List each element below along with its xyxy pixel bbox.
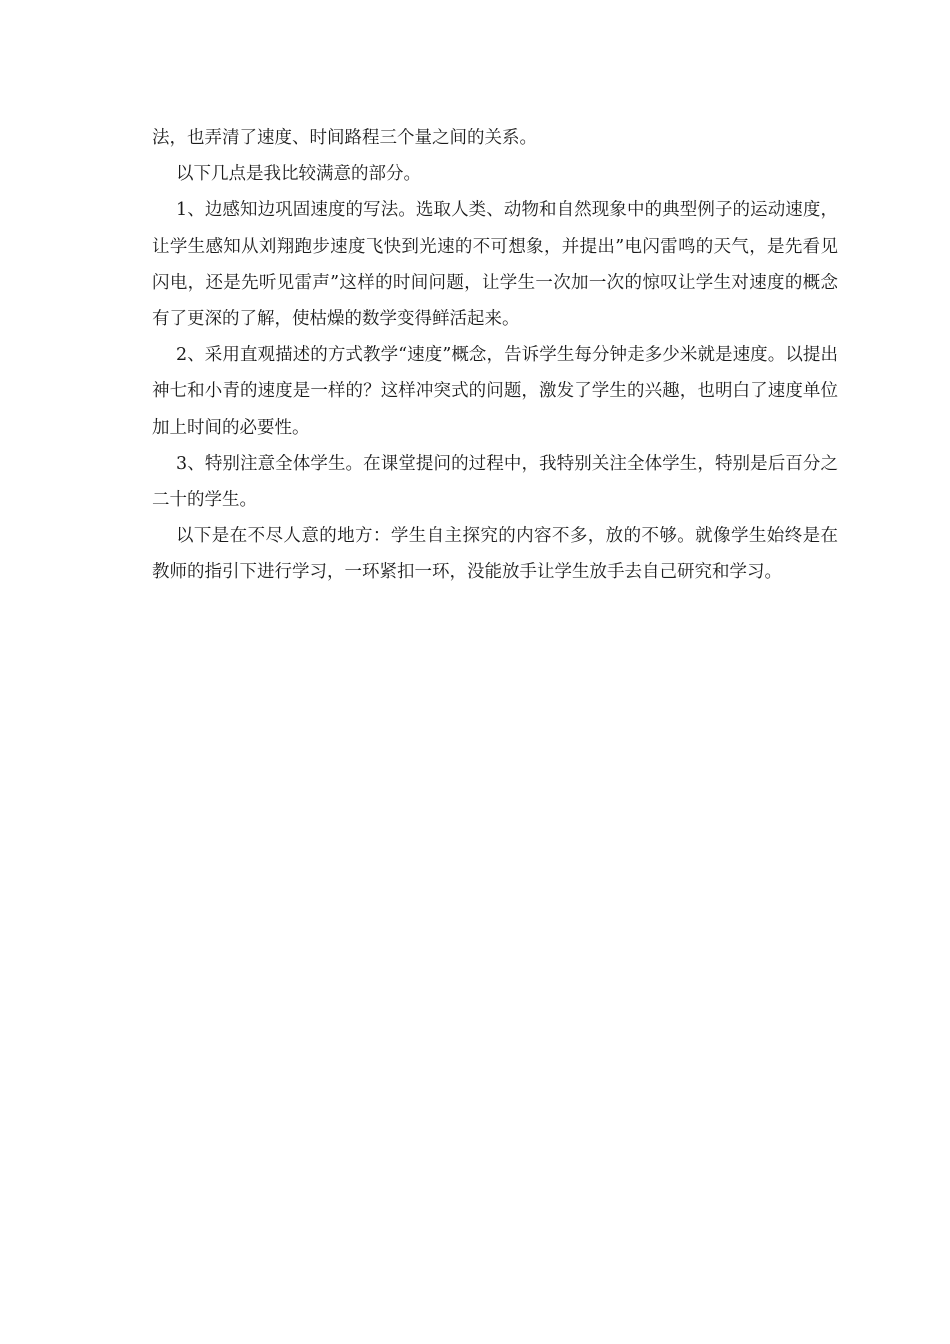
paragraph-point-2: 2、采用直观描述的方式教学“速度”概念，告诉学生每分钟走多少米就是速度。以提出神七和小青的速度是一样的？这样冲突式的问题，激发了学生的兴趣，也明白了速度单位加上时间的必要性。 bbox=[152, 345, 838, 438]
paragraph-shortcomings: 以下是在不尽人意的地方：学生自主探究的内容不多，放的不够。就像学生始终是在教师的指引下进行学习，一环紧扣一环，没能放手让学生放手去自己研究和学习。 bbox=[152, 526, 838, 583]
document-body bbox=[152, 120, 838, 591]
paragraph-point-3: 3、特别注意全体学生。在课堂提问的过程中，我特别关注全体学生，特别是后百分之二十的学生。 bbox=[152, 453, 838, 511]
paragraph-continuation: 法，也弄清了速度、时间路程三个量之间的关系。 bbox=[152, 128, 537, 148]
paragraph-point-1: 1、边感知边巩固速度的写法。选取人类、动物和自然现象中的典型例子的运动速度，让学生感知从刘翔跑步速度飞快到光速的不可想象，并提出”电闪雷鸣的天气，是先看见闪电，还是先听见雷声”这样的时间问题，让学生一次加一次的惊叹让学生对速度的概念有了更深的了解，使枯燥的数学变得鲜活起来。 bbox=[152, 200, 838, 330]
paragraph-satisfied-intro: 以下几点是我比较满意的部分。 bbox=[176, 164, 421, 185]
